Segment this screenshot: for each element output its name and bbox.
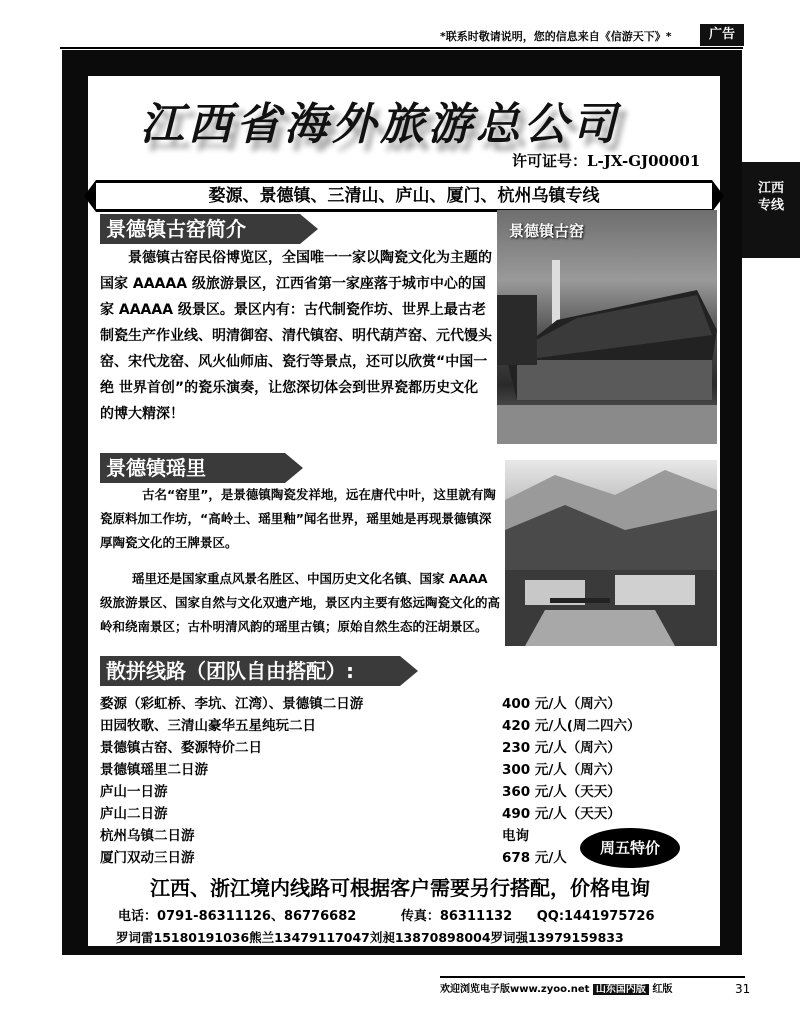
- page-number: 31: [735, 982, 751, 996]
- fax-number: 传真：86311132: [400, 909, 513, 924]
- custom-route-note: 江西、浙江境内线路可根据客户需要另行搭配，价格电询: [150, 876, 650, 900]
- price-row: [100, 780, 690, 802]
- route-name: 庐山二日游: [100, 806, 168, 822]
- license-number: 许可证号：L-JX-GJ00001: [512, 152, 701, 170]
- section-heading-yaoli: 景德镇瑶里: [100, 453, 285, 483]
- photo-label-ancient-kiln: 景德镇古窑: [509, 222, 585, 240]
- section-heading-ancient-kiln: 景德镇古窑简介: [100, 214, 300, 244]
- section-heading-pricing: 散拼线路（团队自由搭配）:: [100, 656, 400, 686]
- ancient-kiln-description: 景德镇古窑民俗博览区，全国唯一一家以陶瓷文化为主题的国家 AAAAA 级旅游景区，江西省第一家座落于城市中心的国家 AAAAA 级景区。景区内有：古代制瓷作坊、世界上最古老制瓷生产作业线、明清御窑、清代镇窑、明代葫芦窑、元代馒头窑、宋代龙窑、风火仙师庙、瓷行等景点，还可以欣赏“中国一绝 世界首创”的瓷乐演奏，让您深切体会到世界瓷都历史文化的博大精深！: [100, 250, 492, 422]
- price-row: [100, 714, 690, 736]
- yaoli-photo: [505, 460, 717, 646]
- route-price: 678 元/人: [502, 850, 567, 866]
- side-tag-text: 江西专线: [758, 181, 785, 213]
- company-title: 江西省海外旅游总公司: [140, 99, 620, 150]
- route-price: 360 元/人（天天）: [502, 784, 621, 800]
- route-price: 电询: [502, 828, 529, 844]
- friday-special-badge: 周五特价: [580, 828, 680, 868]
- red-edition-tag: 红版: [652, 984, 673, 995]
- route-name: 厦门双动三日游: [100, 850, 195, 866]
- yaoli-illustration: [505, 460, 717, 646]
- route-price: 490 元/人（天天）: [502, 806, 621, 822]
- side-category-tab: [742, 162, 800, 258]
- route-name: 景德镇瑶里二日游: [100, 762, 208, 778]
- kiln-illustration: [497, 210, 717, 444]
- route-price: 300 元/人（周六）: [502, 762, 621, 778]
- route-price: 420 元/人(周二四六）: [502, 718, 641, 734]
- footer-divider: [440, 976, 745, 978]
- source-note: *联系时敬请说明，您的信息来自《信游天下》*: [440, 30, 672, 43]
- page-footer: [440, 980, 672, 995]
- route-name: 杭州乌镇二日游: [100, 828, 195, 844]
- route-name: 庐山一日游: [100, 784, 168, 800]
- ad-tag: 广告: [700, 24, 744, 46]
- route-price: 230 元/人（周六）: [502, 740, 621, 756]
- browse-link-text: 欢迎浏览电子版www.zyoo.net: [440, 984, 590, 995]
- price-row: [100, 692, 690, 714]
- route-name: 景德镇古窑、婺源特价二日: [100, 740, 262, 756]
- route-name: 婺源（彩虹桥、李坑、江湾）、景德镇二日游: [100, 696, 364, 712]
- yaoli-description-1: 古名“窑里”，是景德镇陶瓷发祥地，远在唐代中叶，这里就有陶瓷原料加工作坊，“高岭土、瑶里釉”闻名世界，瑶里她是再现景德镇深厚陶瓷文化的王牌景区。: [100, 487, 496, 550]
- routes-banner: 婺源、景德镇、三清山、庐山、厦门、杭州乌镇专线: [96, 180, 712, 212]
- route-name: 田园牧歌、三清山豪华五星纯玩二日: [100, 718, 316, 734]
- phone-numbers: 电话：0791-86311126、86776682: [118, 909, 357, 924]
- contact-line: [118, 905, 698, 924]
- price-row: [100, 758, 690, 780]
- price-row: [100, 736, 690, 758]
- price-row: [100, 802, 690, 824]
- yaoli-description-2: 瑶里还是国家重点风景名胜区、中国历史文化名镇、国家 AAAA 级旅游景区、国家自然与文化双遗产地，景区内主要有悠远陶瓷文化的高岭和绕南景区；古朴明清风韵的瑶里古镇；原始自然生态的汪胡景区。: [100, 571, 501, 634]
- contact-people: 罗词雷15180191036熊兰13479117047刘昶13870898004罗词强13979159833: [116, 930, 624, 945]
- edition-tag: 山东国内版: [593, 984, 649, 995]
- top-divider: [60, 47, 743, 49]
- qq-number: QQ:1441975726: [536, 909, 655, 924]
- ancient-kiln-photo: [497, 210, 717, 444]
- route-price: 400 元/人（周六）: [502, 696, 621, 712]
